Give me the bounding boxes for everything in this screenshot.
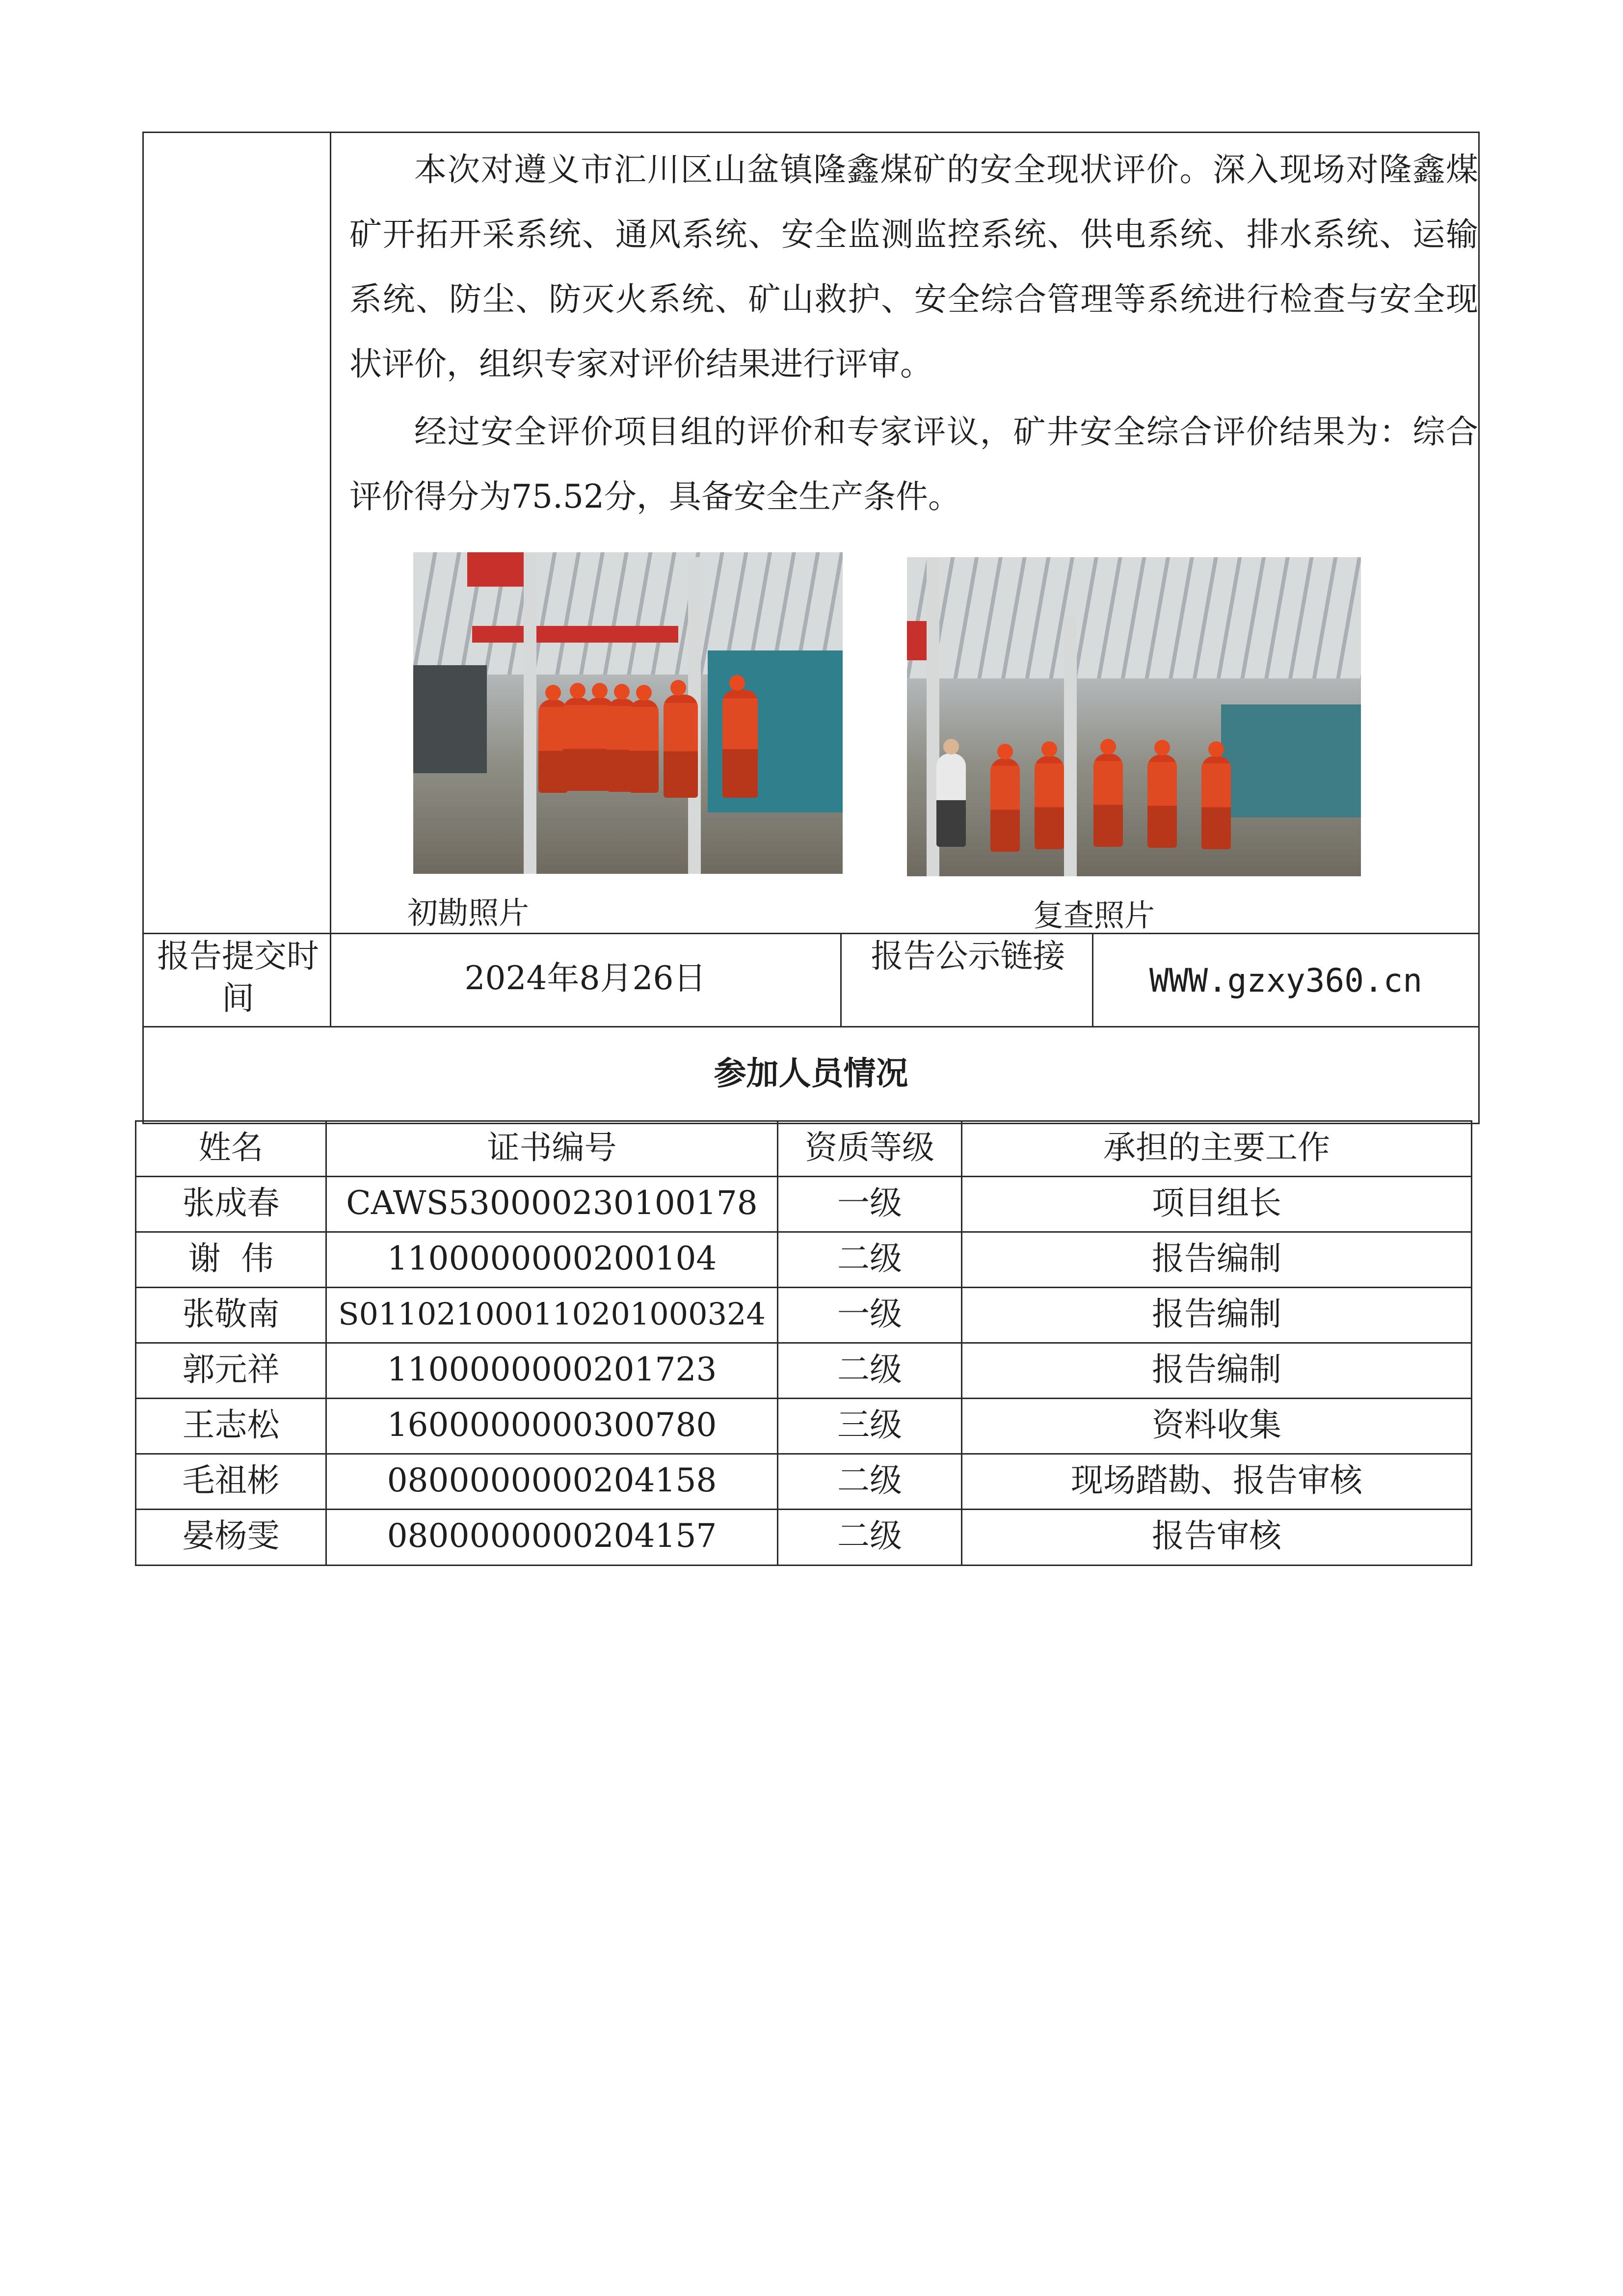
person-work: 资料收集 [1152, 1406, 1281, 1444]
person-level: 一级 [837, 1295, 902, 1333]
person-work: 项目组长 [1152, 1184, 1281, 1222]
publish-link-value: WWW.gzxy360.cn [1149, 962, 1423, 999]
roof-shape [907, 557, 1361, 678]
person-work: 报告编制 [1152, 1240, 1281, 1277]
column-header-level: 资质等级 [805, 1129, 934, 1166]
person-cert: 0800000000204158 [387, 1461, 717, 1499]
person-name: 张成春 [182, 1184, 280, 1222]
column-header-work: 承担的主要工作 [1103, 1129, 1330, 1166]
personnel-row-divider [135, 1398, 1472, 1399]
personnel-row-divider [135, 1176, 1472, 1177]
person-level: 二级 [837, 1517, 902, 1555]
person-name: 张敬南 [182, 1295, 280, 1333]
person-work: 报告编制 [1152, 1351, 1281, 1388]
person-work: 报告审核 [1152, 1517, 1281, 1555]
info-row-divider-1 [840, 933, 842, 1026]
submit-time-label: 报告提交时间 [157, 937, 319, 1017]
person-work: 现场踏勘、报告审核 [1071, 1461, 1362, 1499]
pillar-shape [524, 552, 536, 874]
personnel-row-divider [135, 1342, 1472, 1344]
worker-figure [1093, 754, 1123, 847]
worker-figure [1147, 755, 1177, 848]
upper-table-divider-1 [142, 933, 1480, 934]
initial-inspection-photo [413, 552, 843, 874]
personnel-row-divider [135, 1287, 1472, 1288]
person-name: 谢 伟 [188, 1240, 274, 1277]
person-name: 王志松 [182, 1406, 280, 1444]
initial-photo-caption: 初勘照片 [407, 895, 530, 931]
person-name: 晏杨雯 [182, 1517, 280, 1555]
summary-paragraph-1: 本次对遵义市汇川区山盆镇隆鑫煤矿的安全现状评价。深入现场对隆鑫煤矿开拓开采系统、通风系统、安全监测监控系统、供电系统、排水系统、运输系统、防尘、防灭火系统、矿山救护、安全综合管理等系统进行检查与安全现状评价，组织专家对评价结果进行评审。 [349, 151, 1478, 383]
review-inspection-photo [907, 557, 1361, 876]
personnel-row-divider [135, 1231, 1472, 1233]
panel-shape [1221, 704, 1361, 817]
panel-shape [413, 665, 487, 773]
submit-time-value: 2024年8月26日 [464, 959, 706, 997]
person-cert: 1100000000200104 [387, 1240, 717, 1277]
upper-table-divider-2 [142, 1026, 1480, 1027]
person-cert: 1600000000300780 [387, 1406, 717, 1444]
worker-figure [1035, 756, 1064, 849]
person-cert: 1100000000201723 [387, 1351, 717, 1388]
personnel-section-title: 参加人员情况 [714, 1054, 908, 1092]
person-name: 毛祖彬 [182, 1461, 280, 1499]
person-work: 报告编制 [1152, 1295, 1281, 1333]
worker-figure [990, 758, 1020, 852]
person-cert: S011021000110201000324 [338, 1296, 766, 1332]
person-level: 一级 [837, 1184, 902, 1222]
worker-figure [1201, 756, 1231, 849]
personnel-row-divider [135, 1509, 1472, 1510]
info-row-divider-2 [1092, 933, 1093, 1026]
publish-link-label: 报告公示链接 [871, 937, 1065, 975]
person-level: 二级 [837, 1461, 902, 1499]
person-name: 郭元祥 [182, 1351, 280, 1388]
personnel-row-divider [135, 1453, 1472, 1455]
pillar-shape [1064, 616, 1077, 876]
banner-shape [472, 626, 678, 643]
column-header-name: 姓名 [198, 1129, 264, 1166]
upper-table-left-col-divider [330, 132, 331, 1026]
person-level: 二级 [837, 1240, 902, 1277]
review-photo-caption: 复查照片 [1033, 897, 1155, 933]
person-level: 二级 [837, 1351, 902, 1388]
summary-paragraph-2: 经过安全评价项目组的评价和专家评议，矿井安全综合评价结果为：综合评价得分为75.52分，具备安全生产条件。 [349, 413, 1478, 515]
person-level: 三级 [837, 1406, 902, 1444]
person-cert: CAWS530000230100178 [346, 1184, 758, 1222]
worker-figure [629, 700, 659, 793]
person-figure [936, 754, 966, 847]
worker-figure [664, 695, 698, 798]
worker-figure [722, 690, 758, 798]
person-cert: 0800000000204157 [387, 1517, 717, 1555]
column-header-cert: 证书编号 [487, 1129, 617, 1166]
